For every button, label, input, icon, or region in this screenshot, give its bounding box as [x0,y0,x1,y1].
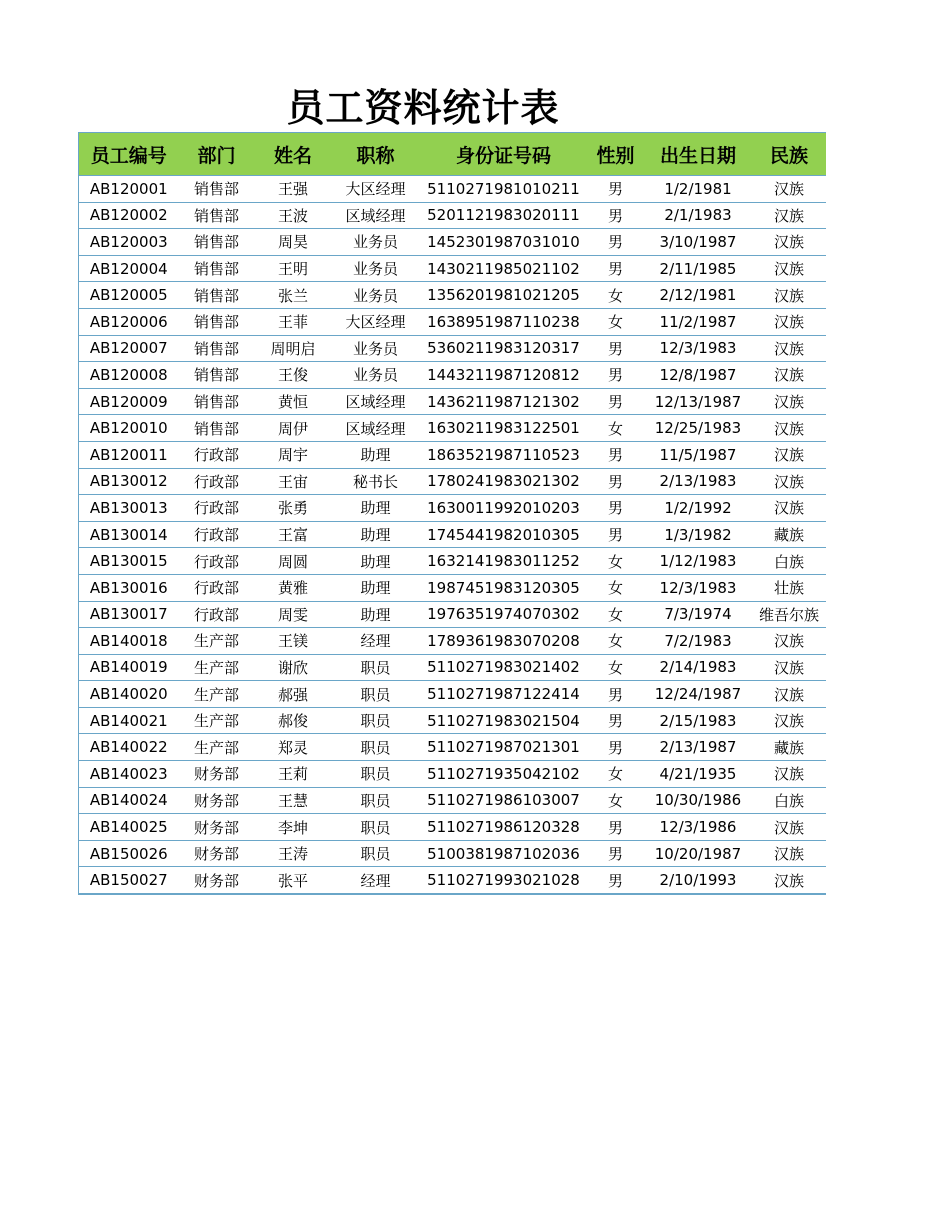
cell-department: 销售部 [179,335,255,362]
cell-gender: 女 [588,601,644,628]
cell-ethnicity: 壮族 [753,574,826,601]
cell-id-card: 1976351974070302 [420,601,588,628]
cell-job-title: 业务员 [332,255,420,282]
cell-ethnicity: 汉族 [753,441,826,468]
cell-employee-id: AB150027 [79,867,179,894]
table-row [79,840,826,867]
table-row [79,521,826,548]
cell-birth-date: 12/13/1987 [644,388,753,415]
cell-name: 黄恒 [255,388,332,415]
cell-job-title: 助理 [332,495,420,522]
cell-name: 王强 [255,176,332,203]
cell-gender: 男 [588,202,644,229]
cell-employee-id: AB120011 [79,441,179,468]
cell-department: 销售部 [179,202,255,229]
cell-employee-id: AB140018 [79,628,179,655]
cell-name: 王菲 [255,308,332,335]
cell-gender: 女 [588,308,644,335]
cell-job-title: 业务员 [332,229,420,256]
table-row [79,734,826,761]
cell-id-card: 5110271981010211 [420,176,588,203]
table-row [79,415,826,442]
cell-gender: 男 [588,388,644,415]
cell-gender: 男 [588,335,644,362]
cell-department: 行政部 [179,441,255,468]
cell-name: 王波 [255,202,332,229]
cell-employee-id: AB150026 [79,840,179,867]
cell-id-card: 1745441982010305 [420,521,588,548]
header-gender: 性别 [588,133,644,176]
cell-job-title: 职员 [332,761,420,788]
cell-employee-id: AB120002 [79,202,179,229]
cell-gender: 女 [588,548,644,575]
cell-gender: 男 [588,707,644,734]
cell-ethnicity: 维吾尔族 [753,601,826,628]
cell-id-card: 5360211983120317 [420,335,588,362]
cell-name: 李坤 [255,814,332,841]
cell-job-title: 职员 [332,707,420,734]
cell-job-title: 职员 [332,840,420,867]
table-row [79,308,826,335]
header-birth-date: 出生日期 [644,133,753,176]
cell-job-title: 秘书长 [332,468,420,495]
cell-job-title: 经理 [332,867,420,894]
cell-gender: 男 [588,521,644,548]
table-row [79,574,826,601]
cell-employee-id: AB120008 [79,362,179,389]
cell-birth-date: 12/24/1987 [644,681,753,708]
cell-id-card: 5201121983020111 [420,202,588,229]
cell-birth-date: 2/12/1981 [644,282,753,309]
cell-birth-date: 7/3/1974 [644,601,753,628]
table-row [79,388,826,415]
cell-employee-id: AB120006 [79,308,179,335]
table-row [79,441,826,468]
cell-birth-date: 11/5/1987 [644,441,753,468]
cell-department: 财务部 [179,814,255,841]
cell-birth-date: 3/10/1987 [644,229,753,256]
cell-department: 生产部 [179,734,255,761]
header-department: 部门 [179,133,255,176]
table-row [79,202,826,229]
cell-id-card: 1436211987121302 [420,388,588,415]
cell-ethnicity: 汉族 [753,867,826,894]
cell-job-title: 助理 [332,601,420,628]
cell-name: 周伊 [255,415,332,442]
cell-employee-id: AB130017 [79,601,179,628]
cell-name: 郝强 [255,681,332,708]
cell-employee-id: AB140024 [79,787,179,814]
cell-id-card: 1987451983120305 [420,574,588,601]
cell-name: 黄雅 [255,574,332,601]
header-id-card: 身份证号码 [420,133,588,176]
cell-employee-id: AB120005 [79,282,179,309]
cell-department: 销售部 [179,308,255,335]
cell-department: 生产部 [179,654,255,681]
table-row [79,255,826,282]
cell-birth-date: 1/2/1992 [644,495,753,522]
cell-employee-id: AB120004 [79,255,179,282]
cell-job-title: 业务员 [332,282,420,309]
cell-ethnicity: 汉族 [753,840,826,867]
table-row [79,707,826,734]
cell-gender: 男 [588,681,644,708]
cell-department: 销售部 [179,362,255,389]
cell-employee-id: AB130015 [79,548,179,575]
cell-job-title: 职员 [332,787,420,814]
cell-department: 行政部 [179,601,255,628]
cell-ethnicity: 汉族 [753,814,826,841]
cell-job-title: 业务员 [332,362,420,389]
cell-job-title: 区域经理 [332,415,420,442]
cell-id-card: 1863521987110523 [420,441,588,468]
cell-department: 行政部 [179,548,255,575]
cell-employee-id: AB130013 [79,495,179,522]
cell-ethnicity: 汉族 [753,761,826,788]
cell-ethnicity: 汉族 [753,707,826,734]
cell-job-title: 职员 [332,814,420,841]
cell-job-title: 助理 [332,521,420,548]
table-body [79,176,826,895]
cell-name: 郝俊 [255,707,332,734]
cell-gender: 女 [588,282,644,309]
cell-id-card: 1356201981021205 [420,282,588,309]
cell-id-card: 5110271983021504 [420,707,588,734]
cell-ethnicity: 汉族 [753,681,826,708]
cell-birth-date: 11/2/1987 [644,308,753,335]
cell-job-title: 职员 [332,654,420,681]
cell-birth-date: 12/3/1986 [644,814,753,841]
cell-name: 王宙 [255,468,332,495]
cell-department: 行政部 [179,521,255,548]
cell-ethnicity: 汉族 [753,495,826,522]
cell-id-card: 1430211985021102 [420,255,588,282]
cell-id-card: 1452301987031010 [420,229,588,256]
cell-id-card: 5110271935042102 [420,761,588,788]
cell-id-card: 5110271986103007 [420,787,588,814]
table-row [79,867,826,894]
cell-ethnicity: 汉族 [753,362,826,389]
cell-ethnicity: 汉族 [753,308,826,335]
cell-gender: 女 [588,787,644,814]
cell-gender: 男 [588,814,644,841]
cell-birth-date: 2/15/1983 [644,707,753,734]
header-employee-id: 员工编号 [79,133,179,176]
cell-name: 周宇 [255,441,332,468]
cell-id-card: 5110271987021301 [420,734,588,761]
cell-job-title: 助理 [332,574,420,601]
cell-department: 销售部 [179,255,255,282]
cell-ethnicity: 汉族 [753,255,826,282]
cell-employee-id: AB130016 [79,574,179,601]
cell-ethnicity: 汉族 [753,415,826,442]
cell-name: 王俊 [255,362,332,389]
cell-birth-date: 2/13/1987 [644,734,753,761]
table-row [79,548,826,575]
cell-job-title: 职员 [332,734,420,761]
cell-employee-id: AB140025 [79,814,179,841]
cell-ethnicity: 汉族 [753,468,826,495]
cell-ethnicity: 汉族 [753,229,826,256]
cell-gender: 女 [588,415,644,442]
cell-department: 生产部 [179,628,255,655]
cell-id-card: 1632141983011252 [420,548,588,575]
cell-employee-id: AB130014 [79,521,179,548]
cell-name: 张兰 [255,282,332,309]
cell-name: 张勇 [255,495,332,522]
cell-department: 财务部 [179,867,255,894]
header-row [79,133,826,176]
cell-gender: 男 [588,734,644,761]
cell-department: 财务部 [179,840,255,867]
table-row [79,787,826,814]
table-row [79,362,826,389]
cell-gender: 男 [588,468,644,495]
table-row [79,654,826,681]
cell-department: 销售部 [179,176,255,203]
table-row [79,495,826,522]
cell-birth-date: 10/30/1986 [644,787,753,814]
cell-department: 行政部 [179,468,255,495]
cell-id-card: 1638951987110238 [420,308,588,335]
cell-id-card: 5110271987122414 [420,681,588,708]
cell-department: 销售部 [179,282,255,309]
cell-birth-date: 12/3/1983 [644,574,753,601]
table-row [79,176,826,203]
cell-id-card: 1443211987120812 [420,362,588,389]
cell-name: 王富 [255,521,332,548]
cell-ethnicity: 汉族 [753,388,826,415]
cell-id-card: 1630011992010203 [420,495,588,522]
cell-birth-date: 7/2/1983 [644,628,753,655]
table-row [79,601,826,628]
cell-gender: 男 [588,495,644,522]
cell-gender: 女 [588,628,644,655]
cell-gender: 男 [588,840,644,867]
employee-table [78,132,826,895]
cell-ethnicity: 白族 [753,787,826,814]
cell-job-title: 大区经理 [332,308,420,335]
cell-ethnicity: 藏族 [753,734,826,761]
header-job-title: 职称 [332,133,420,176]
cell-name: 王莉 [255,761,332,788]
cell-department: 销售部 [179,388,255,415]
cell-birth-date: 2/10/1993 [644,867,753,894]
cell-ethnicity: 汉族 [753,628,826,655]
cell-employee-id: AB120010 [79,415,179,442]
cell-department: 生产部 [179,681,255,708]
cell-gender: 男 [588,362,644,389]
table-row [79,814,826,841]
cell-employee-id: AB140021 [79,707,179,734]
cell-employee-id: AB130012 [79,468,179,495]
header-name: 姓名 [255,133,332,176]
cell-job-title: 经理 [332,628,420,655]
cell-ethnicity: 藏族 [753,521,826,548]
cell-employee-id: AB140022 [79,734,179,761]
table-row [79,761,826,788]
cell-name: 周昊 [255,229,332,256]
cell-gender: 男 [588,229,644,256]
cell-department: 行政部 [179,495,255,522]
cell-employee-id: AB120009 [79,388,179,415]
cell-ethnicity: 汉族 [753,282,826,309]
cell-birth-date: 2/1/1983 [644,202,753,229]
cell-gender: 女 [588,761,644,788]
cell-department: 财务部 [179,787,255,814]
cell-name: 张平 [255,867,332,894]
cell-birth-date: 12/25/1983 [644,415,753,442]
cell-birth-date: 1/12/1983 [644,548,753,575]
cell-gender: 女 [588,574,644,601]
cell-birth-date: 10/20/1987 [644,840,753,867]
cell-job-title: 助理 [332,548,420,575]
cell-job-title: 区域经理 [332,202,420,229]
table-row [79,468,826,495]
cell-birth-date: 2/13/1983 [644,468,753,495]
cell-ethnicity: 汉族 [753,335,826,362]
cell-birth-date: 1/2/1981 [644,176,753,203]
cell-employee-id: AB120003 [79,229,179,256]
cell-birth-date: 2/14/1983 [644,654,753,681]
cell-ethnicity: 汉族 [753,654,826,681]
cell-department: 销售部 [179,229,255,256]
cell-employee-id: AB120007 [79,335,179,362]
cell-ethnicity: 汉族 [753,176,826,203]
cell-name: 王慧 [255,787,332,814]
cell-birth-date: 12/3/1983 [644,335,753,362]
cell-gender: 男 [588,441,644,468]
table-row [79,681,826,708]
cell-job-title: 业务员 [332,335,420,362]
cell-job-title: 助理 [332,441,420,468]
cell-gender: 男 [588,255,644,282]
cell-name: 王镁 [255,628,332,655]
cell-name: 周明启 [255,335,332,362]
cell-employee-id: AB140019 [79,654,179,681]
table-header [79,133,826,176]
cell-id-card: 1780241983021302 [420,468,588,495]
cell-ethnicity: 白族 [753,548,826,575]
cell-employee-id: AB120001 [79,176,179,203]
cell-birth-date: 2/11/1985 [644,255,753,282]
cell-name: 郑灵 [255,734,332,761]
cell-employee-id: AB140020 [79,681,179,708]
cell-name: 周圆 [255,548,332,575]
cell-gender: 男 [588,867,644,894]
cell-id-card: 5110271983021402 [420,654,588,681]
header-ethnicity: 民族 [753,133,826,176]
table-row [79,282,826,309]
cell-name: 王明 [255,255,332,282]
cell-birth-date: 12/8/1987 [644,362,753,389]
cell-name: 谢欣 [255,654,332,681]
cell-gender: 女 [588,654,644,681]
cell-department: 行政部 [179,574,255,601]
cell-birth-date: 4/21/1935 [644,761,753,788]
table-row [79,229,826,256]
cell-job-title: 大区经理 [332,176,420,203]
cell-ethnicity: 汉族 [753,202,826,229]
table-row [79,628,826,655]
cell-name: 周雯 [255,601,332,628]
cell-department: 财务部 [179,761,255,788]
cell-name: 王涛 [255,840,332,867]
cell-id-card: 5110271993021028 [420,867,588,894]
cell-id-card: 5110271986120328 [420,814,588,841]
page-title: 员工资料统计表 [286,86,560,130]
cell-job-title: 职员 [332,681,420,708]
cell-id-card: 5100381987102036 [420,840,588,867]
cell-id-card: 1789361983070208 [420,628,588,655]
cell-department: 生产部 [179,707,255,734]
cell-department: 销售部 [179,415,255,442]
cell-birth-date: 1/3/1982 [644,521,753,548]
cell-job-title: 区域经理 [332,388,420,415]
cell-gender: 男 [588,176,644,203]
cell-id-card: 1630211983122501 [420,415,588,442]
cell-employee-id: AB140023 [79,761,179,788]
table-row [79,335,826,362]
